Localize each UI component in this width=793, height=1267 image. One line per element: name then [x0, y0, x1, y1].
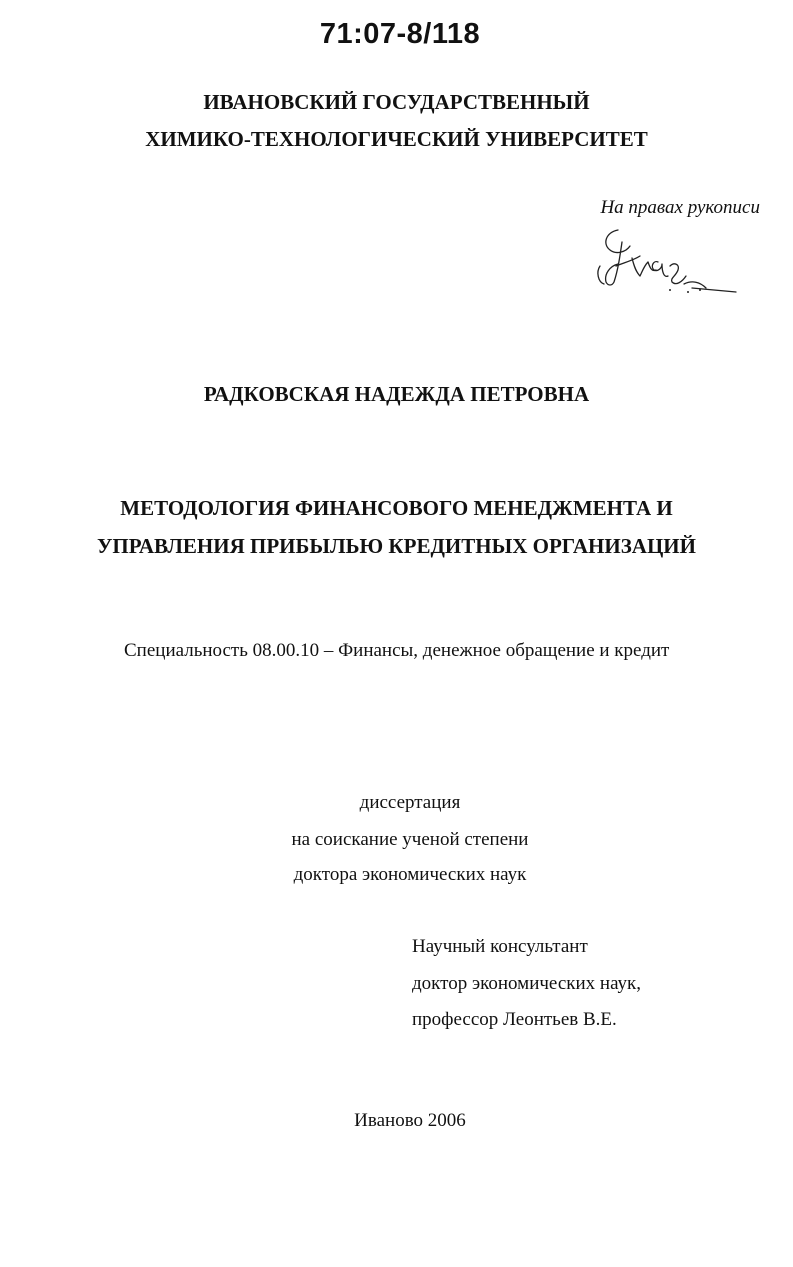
degree-line-1: на соискание ученой степени [291, 829, 529, 850]
consultant-degree: доктор экономических наук, [412, 973, 642, 994]
specialty-line: Специальность 08.00.10 – Финансы, денежное обращение и кредит [124, 640, 670, 661]
place-and-year: Иваново 2006 [354, 1110, 466, 1131]
university-name-line-2: ХИМИКО-ТЕХНОЛОГИЧЕСКИЙ УНИВЕРСИТЕТ [145, 127, 648, 151]
dissertation-title-line-2: УПРАВЛЕНИЯ ПРИБЫЛЬЮ КРЕДИТНЫХ ОРГАНИЗАЦИЙ [97, 534, 696, 558]
manuscript-rights-note: На правах рукописи [600, 197, 760, 218]
author-name: РАДКОВСКАЯ НАДЕЖДА ПЕТРОВНА [203, 382, 590, 406]
university-name-line-1: ИВАНОВСКИЙ ГОСУДАРСТВЕННЫЙ [203, 90, 590, 114]
dissertation-type: диссертация [359, 792, 461, 813]
consultant-name: профессор Леонтьев В.Е. [412, 1009, 617, 1030]
consultant-label: Научный консультант [412, 936, 588, 957]
archive-code-stamp: 71:07-8/118 [319, 18, 481, 50]
dissertation-title-line-1: МЕТОДОЛОГИЯ ФИНАНСОВОГО МЕНЕДЖМЕНТА И [120, 496, 673, 520]
degree-line-2: доктора экономических наук [293, 864, 527, 885]
author-signature [596, 222, 746, 304]
